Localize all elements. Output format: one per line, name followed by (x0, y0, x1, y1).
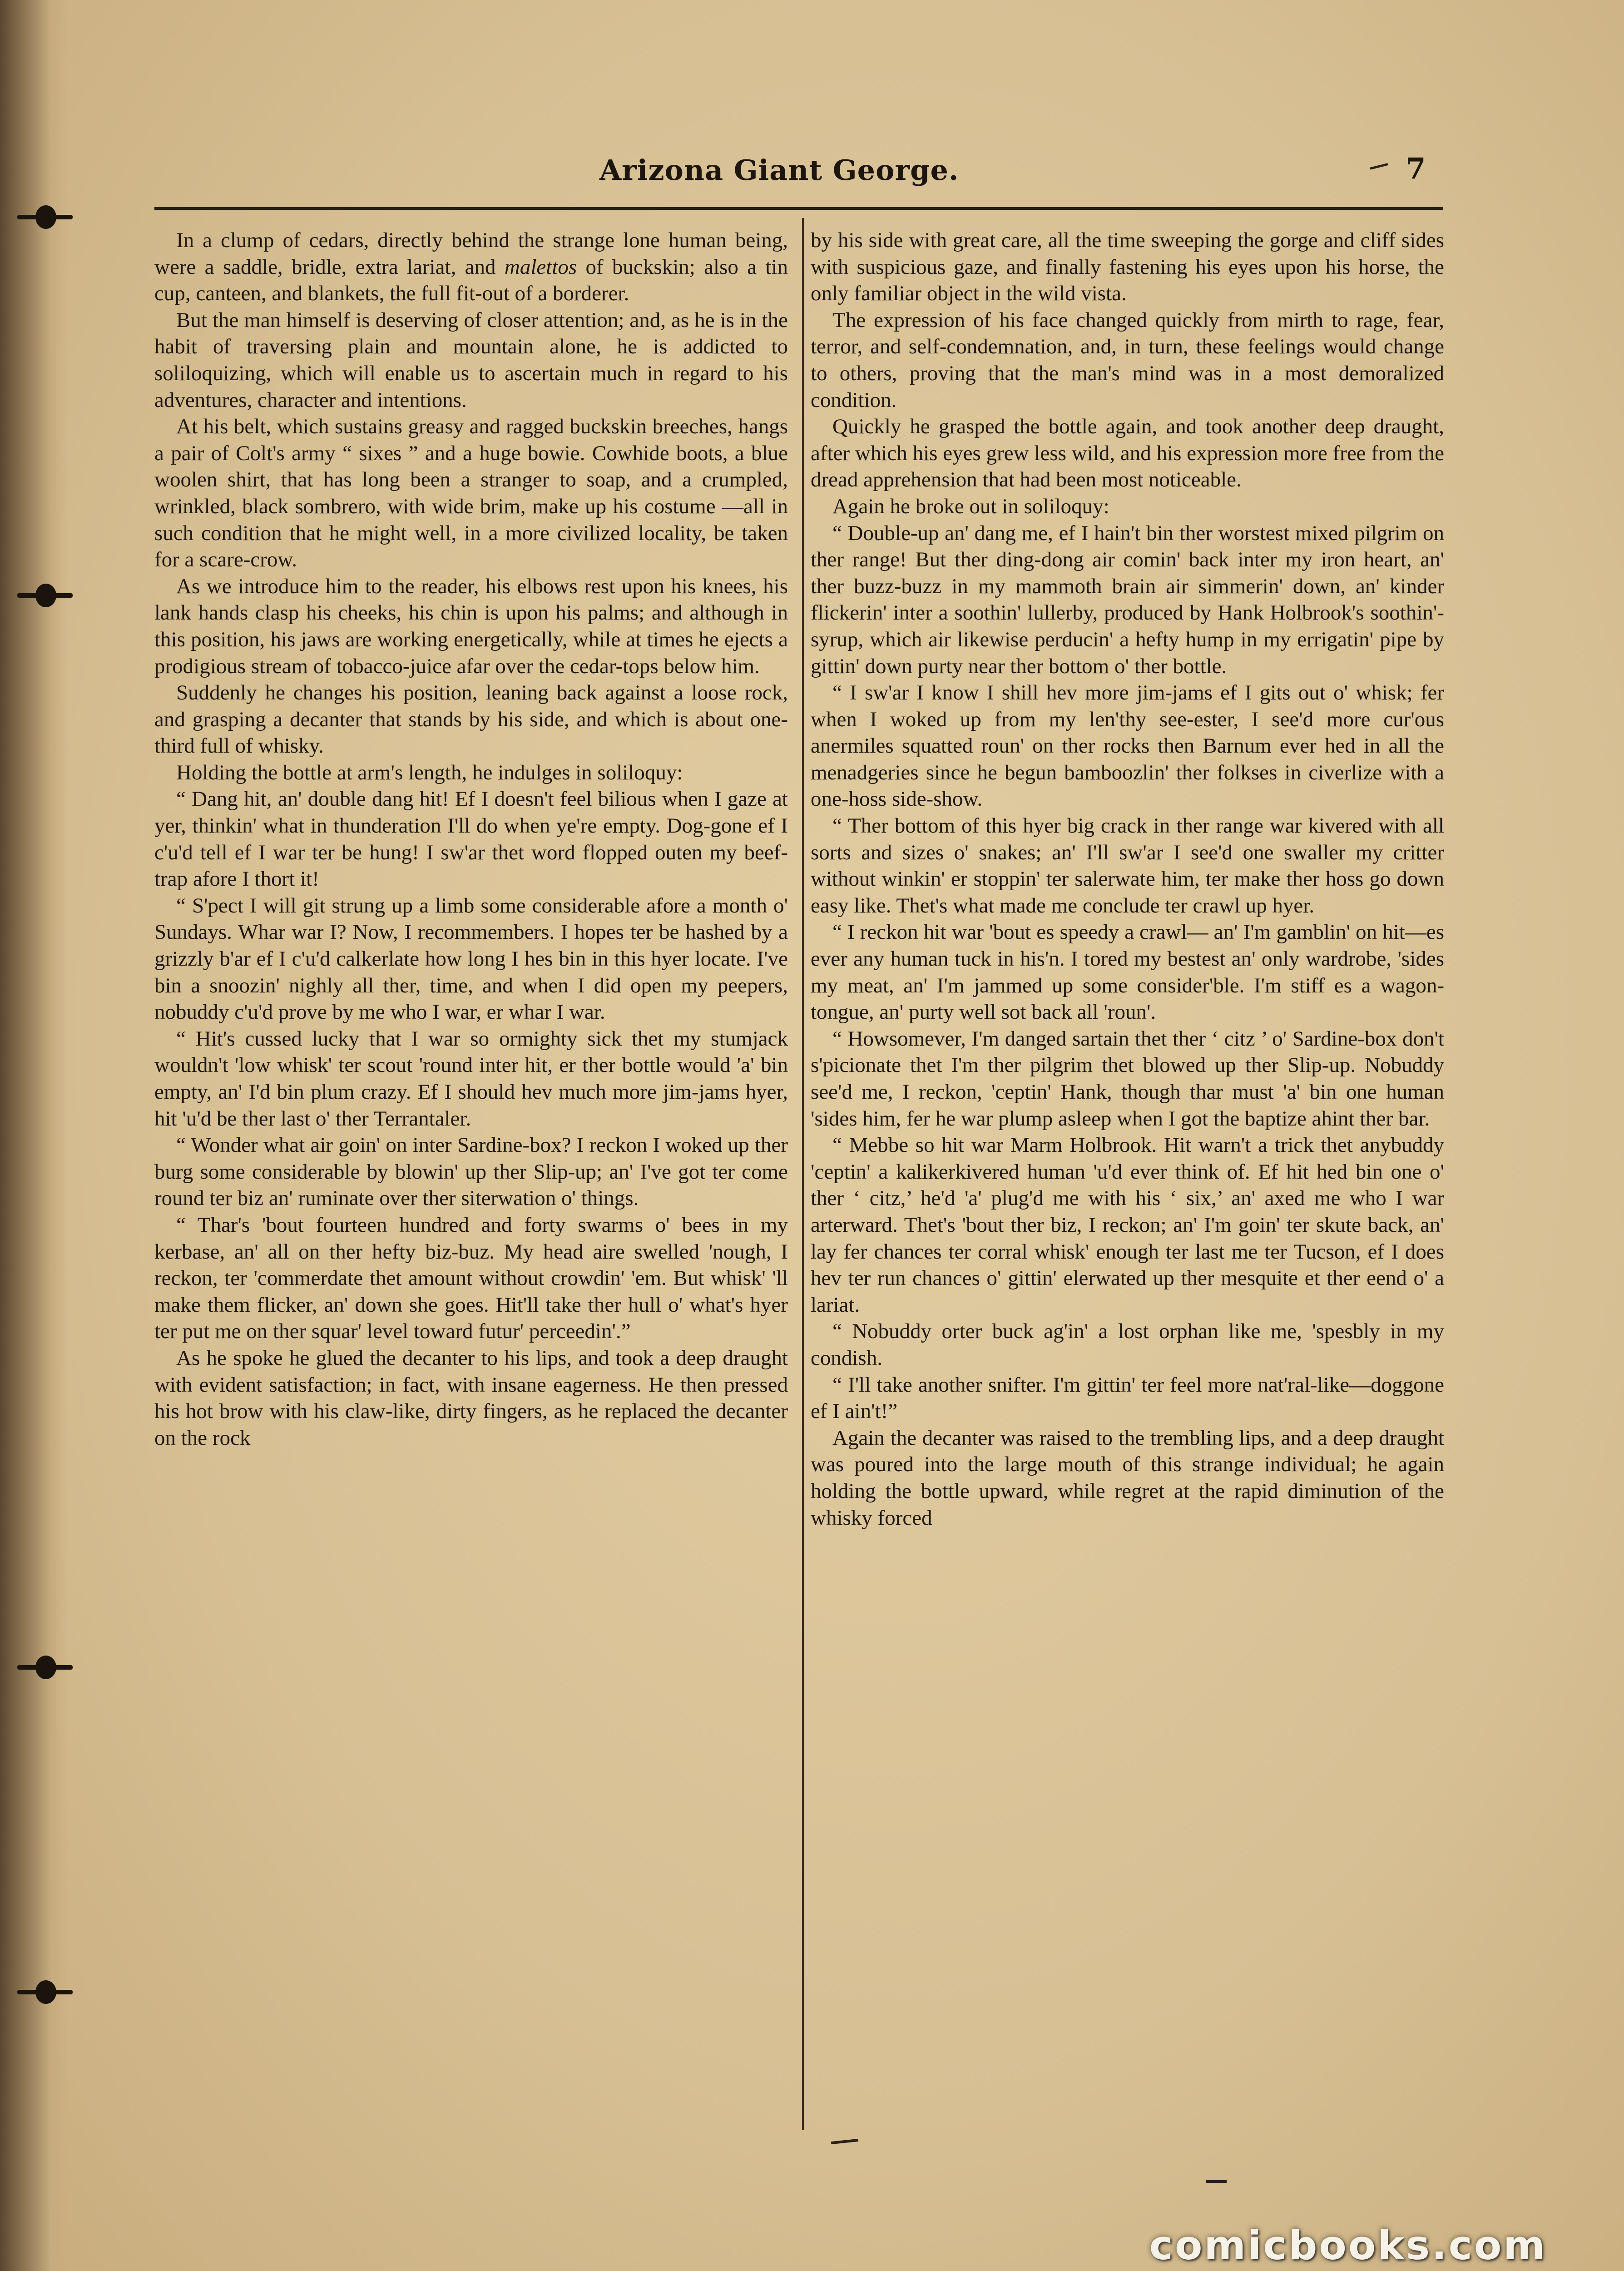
paragraph: “ Hit's cussed lucky that I war so ormighty sick thet my stumjack wouldn't 'low whisk' ter scout 'round inter hit, er ther bottle would 'a' bin empty, an' I'd bin plum crazy. Ef I should hev much more jim-jams hyer, hit 'u'd be ther last o' ther Terrantaler. (154, 1026, 788, 1131)
binding-gutter (0, 0, 68, 2271)
page-header (509, 150, 1488, 191)
left-column (154, 227, 788, 1451)
paragraph: “ Wonder what air goin' on inter Sardine-box? I reckon I woked up ther burg some considerable by blowin' up ther Slip-up; an' I've got ter come round ter biz an' ruminate over ther siterwation o' things. (154, 1133, 788, 1210)
paragraph: “ I sw'ar I know I shill hev more jim-jams ef I gits out o' whisk; fer when I woked up from my len'thy see-ester, I see'd more cur'ous anermiles squatted roun' on ther rocks then Barnum ever hed in all the menadgeries since he begun bamboozlin' ther folkses in civerlize with a one-hoss side-show. (811, 681, 1444, 811)
binding-stitch (35, 1980, 56, 2004)
paragraph: Suddenly he changes his position, leaning back against a loose rock, and grasping a decanter that stands by his side, and which is about one-third full of whisky. (154, 681, 788, 758)
right-column (811, 227, 1444, 1531)
paragraph: “ I reckon hit war 'bout es speedy a crawl— an' I'm gamblin' on hit—es ever any human tuck in his'n. I tored my bestest an' only wardrobe, 'sides my meat, an' I'm jammed up some consider'ble. I'm stiff es a wagon-tongue, an' purty well sot back all 'roun'. (811, 920, 1444, 1024)
running-title: Arizona Giant George. (599, 154, 959, 187)
paragraph (154, 227, 788, 307)
header-rule (154, 207, 1443, 210)
paragraph: “ Nobuddy orter buck ag'in' a lost orphan like me, 'spesbly in my condish. (811, 1319, 1444, 1370)
italic-term: malettos (504, 255, 577, 279)
paragraph: Again the decanter was raised to the trembling lips, and a deep draught was poured into the large mouth of this strange individual; he again holding the bottle upward, while regret at the rapid diminution of the whisky forced (811, 1426, 1444, 1530)
page-number: 7 (1406, 152, 1426, 186)
paragraph: Holding the bottle at arm's length, he indulges in soliloquy: (176, 760, 683, 784)
paragraph: As we introduce him to the reader, his elbows rest upon his knees, his lank hands clasp his cheeks, his chin is upon his palms; and although in this position, his jaws are working energetically, while at times he ejects a prodigious stream of tobacco-juice afar over the cedar-tops below him. (154, 574, 788, 678)
binding-stitch (35, 1656, 56, 1679)
paragraph: “ Double-up an' dang me, ef I hain't bin ther worstest mixed pilgrim on ther range! But ther ding-dong air comin' back inter my iron heart, an' ther buzz-buzz in my mammoth brain air simmerin' down, an' kinder flickerin' inter a soothin' lullerby, produced by Hank Holbrook's soothin'-syrup, which air likewise perducin' a hefty hump in my errigatin' pipe by gittin' down purty near ther bottom o' ther bottle. (811, 521, 1444, 678)
ink-mark (1206, 2180, 1227, 2183)
paragraph: “ Dang hit, an' double dang hit! Ef I doesn't feel bilious when I gaze at yer, thinkin' what in thunderation I'll do when ye're empty. Dog-gone ef I c'u'd tell ef I war ter be hung! I sw'ar thet word flopped outen my beef-trap afore I thort it! (154, 787, 788, 891)
paragraph: “ Howsomever, I'm danged sartain thet ther ‘ citz ’ o' Sardine-box don't s'picionate thet I'm ther pilgrim thet blowed up ther Slip-up. Nobuddy see'd me, I reckon, 'ceptin' Hank, though thar must 'a' bin one human 'sides him, fer he war plump asleep when I got the baptize ahint ther bar. (811, 1026, 1444, 1131)
paragraph: Again he broke out in soliloquy: (832, 494, 1109, 518)
paragraph: “ Mebbe so hit war Marm Holbrook. Hit warn't a trick thet anybuddy 'ceptin' a kalikerkivered human 'u'd ever think of. Ef hit hed bin one o' ther ‘ citz,’ he'd 'a' plug'd me with his ‘ six,’ an' axed me who I war arterward. Thet's 'bout ther biz, I reckon; an' I'm goin' ter skute back, an' lay fer chances ter corral whisk' enough ter last me ter Tucson, ef I does hev ter run chances o' gittin' elerwated up ther mesquite et ther eend o' a lariat. (811, 1133, 1444, 1317)
paragraph: As he spoke he glued the decanter to his lips, and took a deep draught with evident satisfaction; in fact, with insane eagerness. He then pressed his hot brow with his claw-like, dirty fingers, as he replaced the decanter on the rock (154, 1346, 788, 1450)
paragraph: The expression of his face changed quickly from mirth to rage, fear, terror, and self-condemnation, and, in turn, these feelings would change to others, proving that the man's mind was in a most demoralized condition. (811, 308, 1444, 412)
paragraph: “ S'pect I will git strung up a limb some considerable afore a month o' Sundays. Whar war I? Now, I recommembers. I hopes ter be hashed by a grizzly b'ar ef I c'u'd calkerlate how long I hes bin in this hyer locate. I've bin a snoozin' nighly all ther, time, and when I did open my peepers, nobuddy c'u'd prove by me who I war, er whar I war. (154, 893, 788, 1024)
paragraph: Quickly he grasped the bottle again, and took another deep draught, after which his eyes grew less wild, and his expression more free from the dread apprehension that had been most noticeable. (811, 415, 1444, 492)
paragraph-text: of buckskin; also a tin cup, canteen, and blankets, the full fit-out of a borderer. (154, 255, 788, 306)
dash-mark (1369, 158, 1388, 169)
ink-mark (831, 2139, 858, 2144)
paragraph: At his belt, which sustains greasy and ragged buckskin breeches, hangs a pair of Colt's army “ sixes ” and a huge bowie. Cowhide boots, a blue woolen shirt, that has long been a stranger to soap, and a crumpled, wrinkled, black sombrero, with wide brim, make up his costume —all in such condition that he might well, in a more civilized locality, be taken for a scare-crow. (154, 415, 788, 572)
paragraph: by his side with great care, all the time sweeping the gorge and cliff sides with suspicious gaze, and finally fastening his eyes upon his horse, the only familiar object in the wild vista. (811, 228, 1444, 306)
column-divider (802, 218, 804, 2130)
paragraph: “ Ther bottom of this hyer big crack in ther range war kivered with all sorts and sizes o' snakes; an' I'll sw'ar I see'd one swaller my critter without winkin' er stoppin' ter salerwate him, ter make ther hoss go down easy like. Thet's what made me conclude ter crawl up hyer. (811, 814, 1444, 917)
binding-stitch (35, 205, 56, 229)
paragraph: “ I'll take another snifter. I'm gittin' ter feel more nat'ral-like—doggone ef I ain't!” (811, 1373, 1444, 1423)
paragraph: “ Thar's 'bout fourteen hundred and forty swarms o' bees in my kerbase, an' all on ther hefty biz-buz. My head aire swelled 'nough, I reckon, ter 'commerdate thet amount without crowdin' 'em. But whisk' 'll make them flicker, an' down she goes. Hit'll take ther hull o' what's hyer ter put me on ther squar' level toward futur' perceedin'.” (154, 1213, 788, 1344)
paragraph: But the man himself is deserving of closer attention; and, as he is in the habit of traversing plain and mountain alone, he is addicted to soliloquizing, which will enable us to ascertain much in regard to his adventures, character and intentions. (154, 308, 788, 412)
binding-stitch (35, 584, 56, 607)
paragraph-text: In a clump of cedars, directly behind the strange lone human being, were a saddle, bridle, extra lariat, and (154, 228, 788, 279)
watermark: comicbooks.com (1149, 2222, 1547, 2269)
